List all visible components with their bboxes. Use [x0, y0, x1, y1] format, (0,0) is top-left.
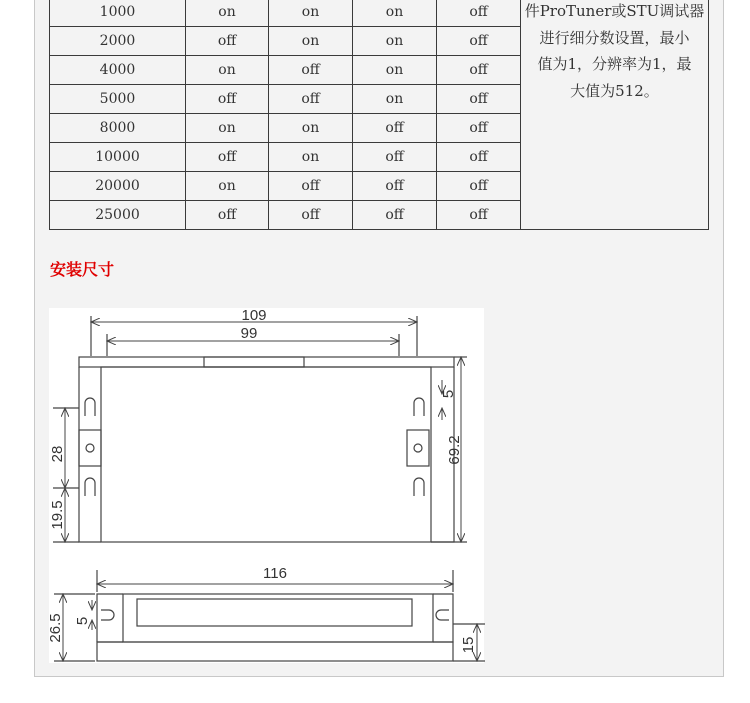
right-slot-bottom-icon [414, 478, 424, 496]
dim-19-5-label: 19.5 [49, 500, 66, 530]
table-cell: off [269, 201, 353, 230]
right-mount-block [407, 430, 429, 466]
table-cell: off [269, 56, 353, 85]
left-mount-block [79, 430, 101, 466]
table-cell: off [353, 114, 437, 143]
table-cell: 2000 [50, 27, 186, 56]
section-heading: 安装尺寸 [50, 260, 115, 279]
top-view-rim [79, 357, 454, 367]
dim-5-right-label: 5 [440, 389, 457, 399]
table-cell: off [353, 143, 437, 172]
table-cell: 20000 [50, 172, 186, 201]
table-cell: off [437, 143, 521, 172]
table-cell: on [269, 114, 353, 143]
dim-28-label: 28 [49, 445, 66, 463]
top-view-outline [101, 367, 431, 542]
table-cell: on [186, 56, 269, 85]
table-cell: on [186, 114, 269, 143]
table-cell: off [269, 85, 353, 114]
table-cell: off [437, 85, 521, 114]
dimension-drawing-svg [49, 308, 484, 663]
table-cell: on [186, 0, 269, 27]
top-view-label-strip [204, 357, 304, 367]
dimension-drawing [49, 308, 484, 663]
note-line: 件ProTuner或STU调试器 [524, 2, 705, 20]
table-cell: off [437, 0, 521, 27]
table-cell: on [353, 56, 437, 85]
table-cell: off [437, 201, 521, 230]
right-mount-hole-icon [414, 444, 422, 452]
table-cell: off [269, 172, 353, 201]
left-flange [79, 367, 101, 542]
side-view-base [97, 642, 453, 661]
note-line: 大值为512。 [570, 81, 659, 100]
microstep-table [49, 0, 709, 230]
side-left-slot-icon [101, 610, 114, 620]
table-cell: on [269, 0, 353, 27]
table-cell: 4000 [50, 56, 186, 85]
dim-5-side-label: 5 [74, 616, 91, 626]
table-cell: off [186, 27, 269, 56]
table-cell: 5000 [50, 85, 186, 114]
table-cell: on [353, 27, 437, 56]
table-cell: off [353, 201, 437, 230]
table-cell: off [437, 172, 521, 201]
table-cell: off [437, 56, 521, 85]
table-row [50, 0, 709, 27]
dim-109-label: 109 [241, 307, 267, 324]
table-cell: 25000 [50, 201, 186, 230]
side-left-flange [97, 594, 123, 642]
side-view-window [137, 599, 412, 626]
dim-99-label: 99 [240, 325, 258, 342]
table-cell: off [186, 85, 269, 114]
table-cell: off [186, 143, 269, 172]
note-line: 进行细分数设置，最小 [539, 28, 690, 47]
table-cell: off [437, 27, 521, 56]
side-right-flange [433, 594, 453, 642]
table-cell: on [353, 85, 437, 114]
table-cell: on [269, 143, 353, 172]
left-mount-hole-icon [86, 444, 94, 452]
left-slot-bottom-icon [85, 478, 95, 496]
right-slot-top-icon [414, 398, 424, 416]
table-cell: 1000 [50, 0, 186, 27]
dim-26-5-label: 26.5 [47, 613, 64, 643]
note-cell [521, 0, 709, 230]
table-cell: 8000 [50, 114, 186, 143]
side-view-outline [123, 594, 433, 642]
table-cell: on [269, 27, 353, 56]
dim-15-label: 15 [460, 636, 477, 654]
note-line: 值为1，分辨率为1，最 [537, 55, 692, 73]
side-right-slot-icon [436, 610, 449, 620]
dim-69-2-label: 69.2 [446, 435, 463, 465]
table-cell: off [437, 114, 521, 143]
dim-116-label: 116 [263, 565, 287, 582]
left-slot-top-icon [85, 398, 95, 416]
table-cell: off [353, 172, 437, 201]
table-cell: 10000 [50, 143, 186, 172]
table-cell: on [186, 172, 269, 201]
table-cell: off [186, 201, 269, 230]
table-cell: on [353, 0, 437, 27]
